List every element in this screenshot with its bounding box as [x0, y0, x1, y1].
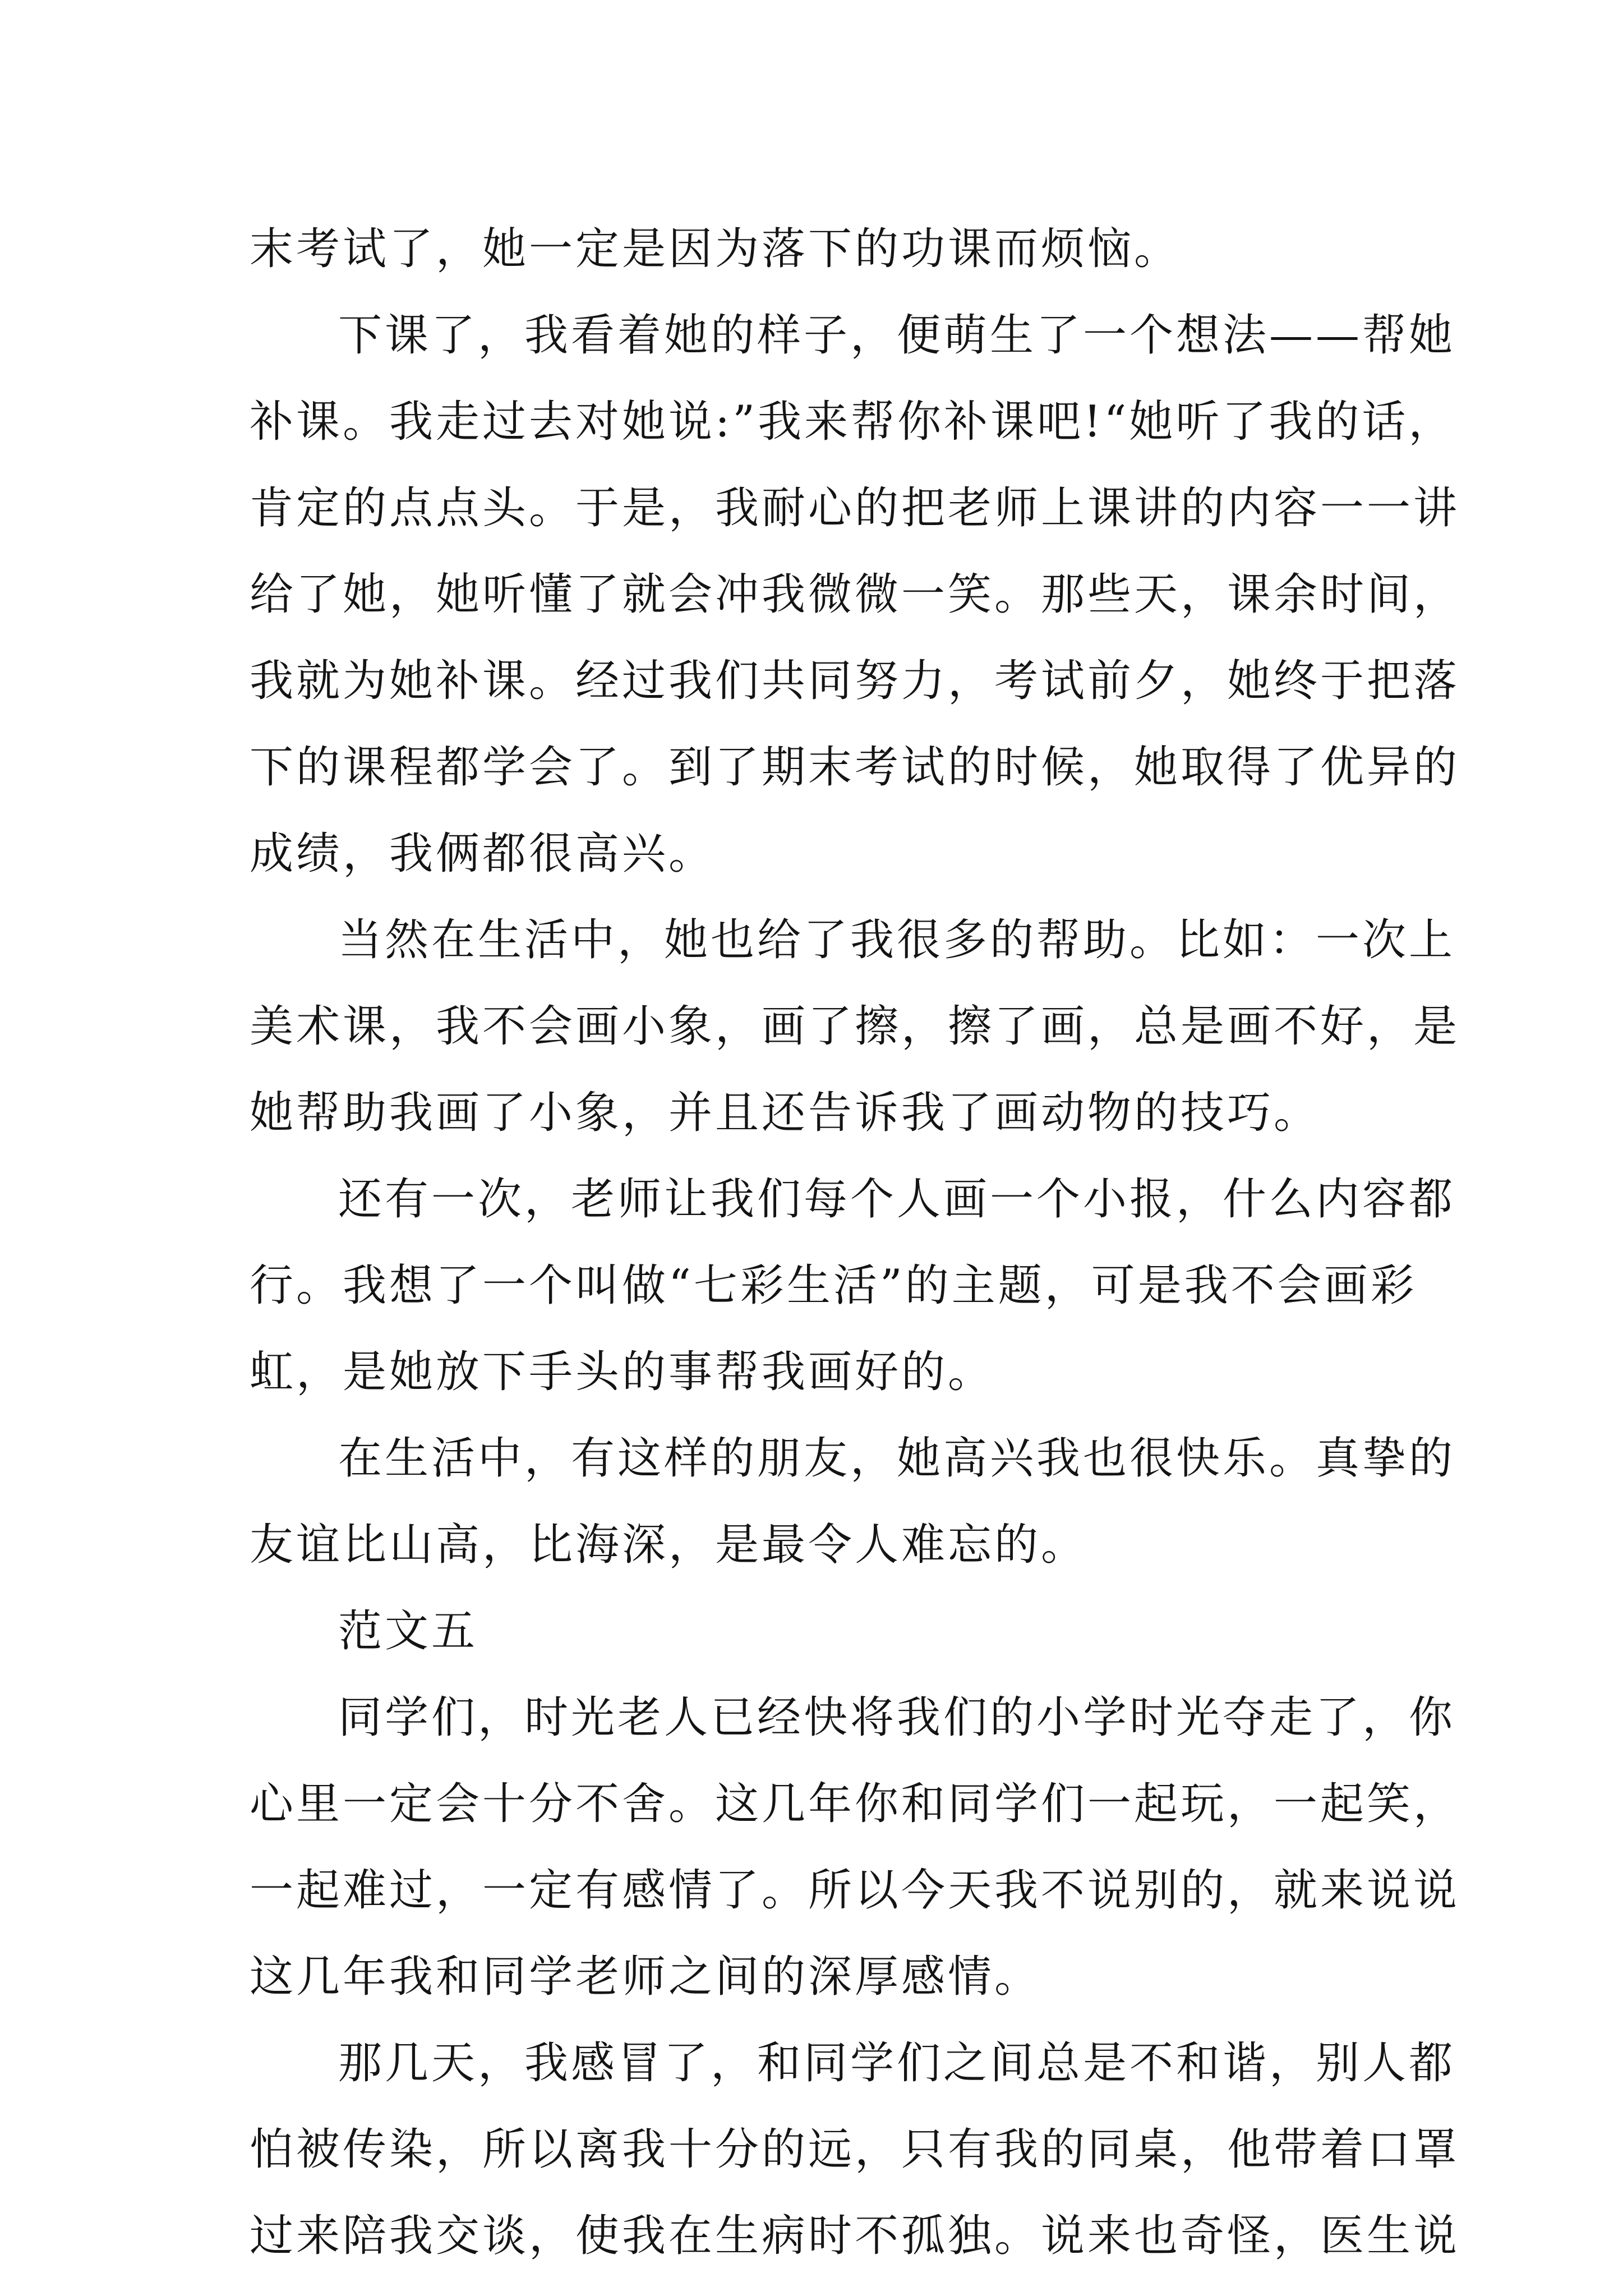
text-line-12: 还有一次，老师让我们每个人画一个小报，什么内容都: [338, 1174, 1456, 1225]
text-line-3: 补课。我走过去对她说:”我来帮你补课吧!“她听了我的话，: [250, 397, 1455, 447]
text-line-4: 肯定的点点头。于是，我耐心的把老师上课讲的内容一一讲: [250, 483, 1460, 533]
text-line-22: 那几天，我感冒了，和同学们之间总是不和谐，别人都: [338, 2038, 1456, 2088]
text-line-6: 我就为她补课。经过我们共同努力，考试前夕，她终于把落: [250, 656, 1460, 706]
text-line-5: 给了她，她听懂了就会冲我微微一笑。那些天，课余时间，: [250, 569, 1460, 620]
text-line-13: 行。我想了一个叫做“七彩生活”的主题，可是我不会画彩: [250, 1260, 1417, 1311]
text-line-9: 当然在生活中，她也给了我很多的帮助。比如：一次上: [338, 915, 1456, 965]
text-line-10: 美术课，我不会画小象，画了擦，擦了画，总是画不好，是: [250, 1001, 1460, 1052]
text-line-20: 一起难过，一定有感情了。所以今天我不说别的，就来说说: [250, 1865, 1460, 1916]
text-line-15: 在生活中，有这样的朋友，她高兴我也很快乐。真挚的: [338, 1433, 1456, 1484]
text-line-7: 下的课程都学会了。到了期末考试的时候，她取得了优异的: [250, 742, 1460, 793]
text-line-21: 这几年我和同学老师之间的深厚感情。: [250, 1952, 1041, 2002]
text-line-11: 她帮助我画了小象，并且还告诉我了画动物的技巧。: [250, 1088, 1321, 1138]
text-line-14: 虹，是她放下手头的事帮我画好的。: [250, 1347, 995, 1397]
text-line-19: 心里一定会十分不舍。这几年你和同学们一起玩，一起笑，: [250, 1779, 1460, 1829]
text-line-24: 过来陪我交谈，使我在生病时不孤独。说来也奇怪，医生说: [250, 2211, 1460, 2261]
text-line-2: 下课了，我看着她的样子，便萌生了一个想法——帮她: [338, 310, 1456, 361]
text-line-16: 友谊比山高，比海深，是最令人难忘的。: [250, 1520, 1088, 1570]
text-line-23: 怕被传染，所以离我十分的远，只有我的同桌，他带着口罩: [250, 2124, 1460, 2175]
text-line-8: 成绩，我俩都很高兴。: [250, 829, 716, 879]
section-heading: 范文五: [338, 1606, 478, 1657]
text-line-1: 末考试了，她一定是因为落下的功课而烦恼。: [250, 224, 1181, 274]
text-line-18: 同学们，时光老人已经快将我们的小学时光夺走了，你: [338, 1692, 1456, 1743]
